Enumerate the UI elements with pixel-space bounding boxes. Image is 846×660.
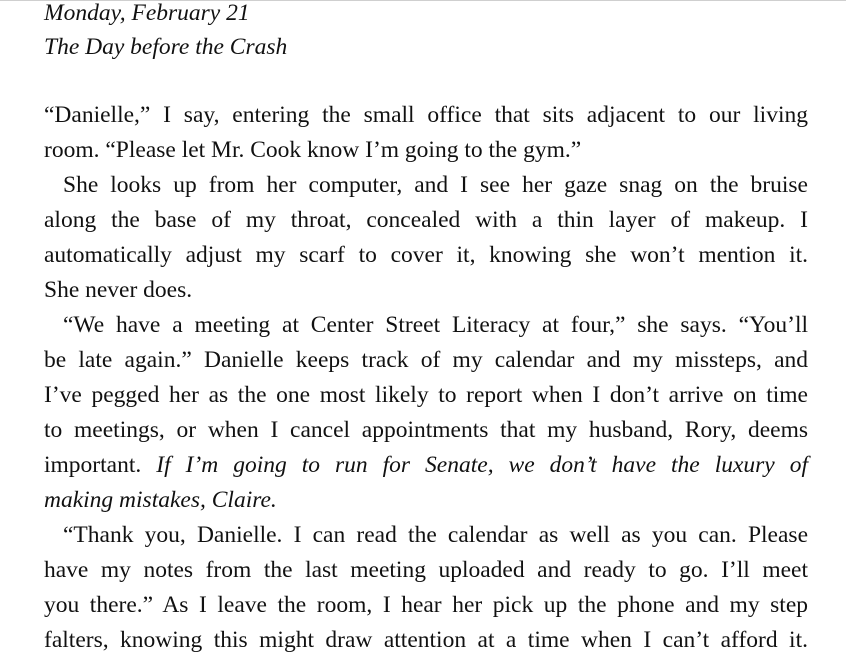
text-line: She never does. bbox=[44, 277, 193, 303]
text-line: “We have a meeting at Center Street Literacy at four,” she says. “You’ll bbox=[63, 312, 808, 338]
paragraph-4 bbox=[44, 518, 808, 658]
text-plain: important. bbox=[44, 452, 157, 478]
text-line: have my notes from the last meeting uploaded and ready to go. I’ll meet bbox=[44, 557, 808, 583]
chapter-date: Monday, February 21 bbox=[44, 0, 250, 26]
text-line: be late again.” Danielle keeps track of my calendar and my missteps, and bbox=[44, 347, 808, 373]
paragraph-1 bbox=[44, 98, 808, 168]
text-line: “Danielle,” I say, entering the small office that sits adjacent to our living bbox=[44, 102, 808, 128]
text-line: falters, knowing this might draw attention at a time when I can’t afford it. bbox=[44, 627, 808, 653]
italic-thought: If I’m going to run for Senate, we don’t have the luxury of bbox=[156, 452, 809, 478]
paragraph-2 bbox=[44, 168, 808, 308]
text-line: room. “Please let Mr. Cook know I’m going to the gym.” bbox=[44, 137, 582, 163]
text-line: you there.” As I leave the room, I hear her pick up the phone and my step bbox=[44, 592, 808, 618]
text-line: to meetings, or when I cancel appointments that my husband, Rory, deems bbox=[44, 417, 808, 443]
text-line: “Thank you, Danielle. I can read the calendar as well as you can. Please bbox=[63, 522, 808, 548]
text-line-mixed bbox=[44, 448, 808, 483]
text-line: automatically adjust my scarf to cover it, knowing she won’t mention it. bbox=[44, 242, 808, 268]
text-line: along the base of my throat, concealed with a thin layer of makeup. I bbox=[44, 207, 808, 233]
body-text bbox=[44, 98, 808, 658]
italic-thought: making mistakes, Claire. bbox=[44, 487, 277, 513]
text-line: She looks up from her computer, and I see her gaze snag on the bruise bbox=[63, 172, 808, 198]
chapter-subtitle: The Day before the Crash bbox=[44, 34, 288, 60]
document-page bbox=[44, 0, 808, 658]
paragraph-3 bbox=[44, 308, 808, 518]
text-line: I’ve pegged her as the one most likely to report when I don’t arrive on time bbox=[44, 382, 808, 408]
